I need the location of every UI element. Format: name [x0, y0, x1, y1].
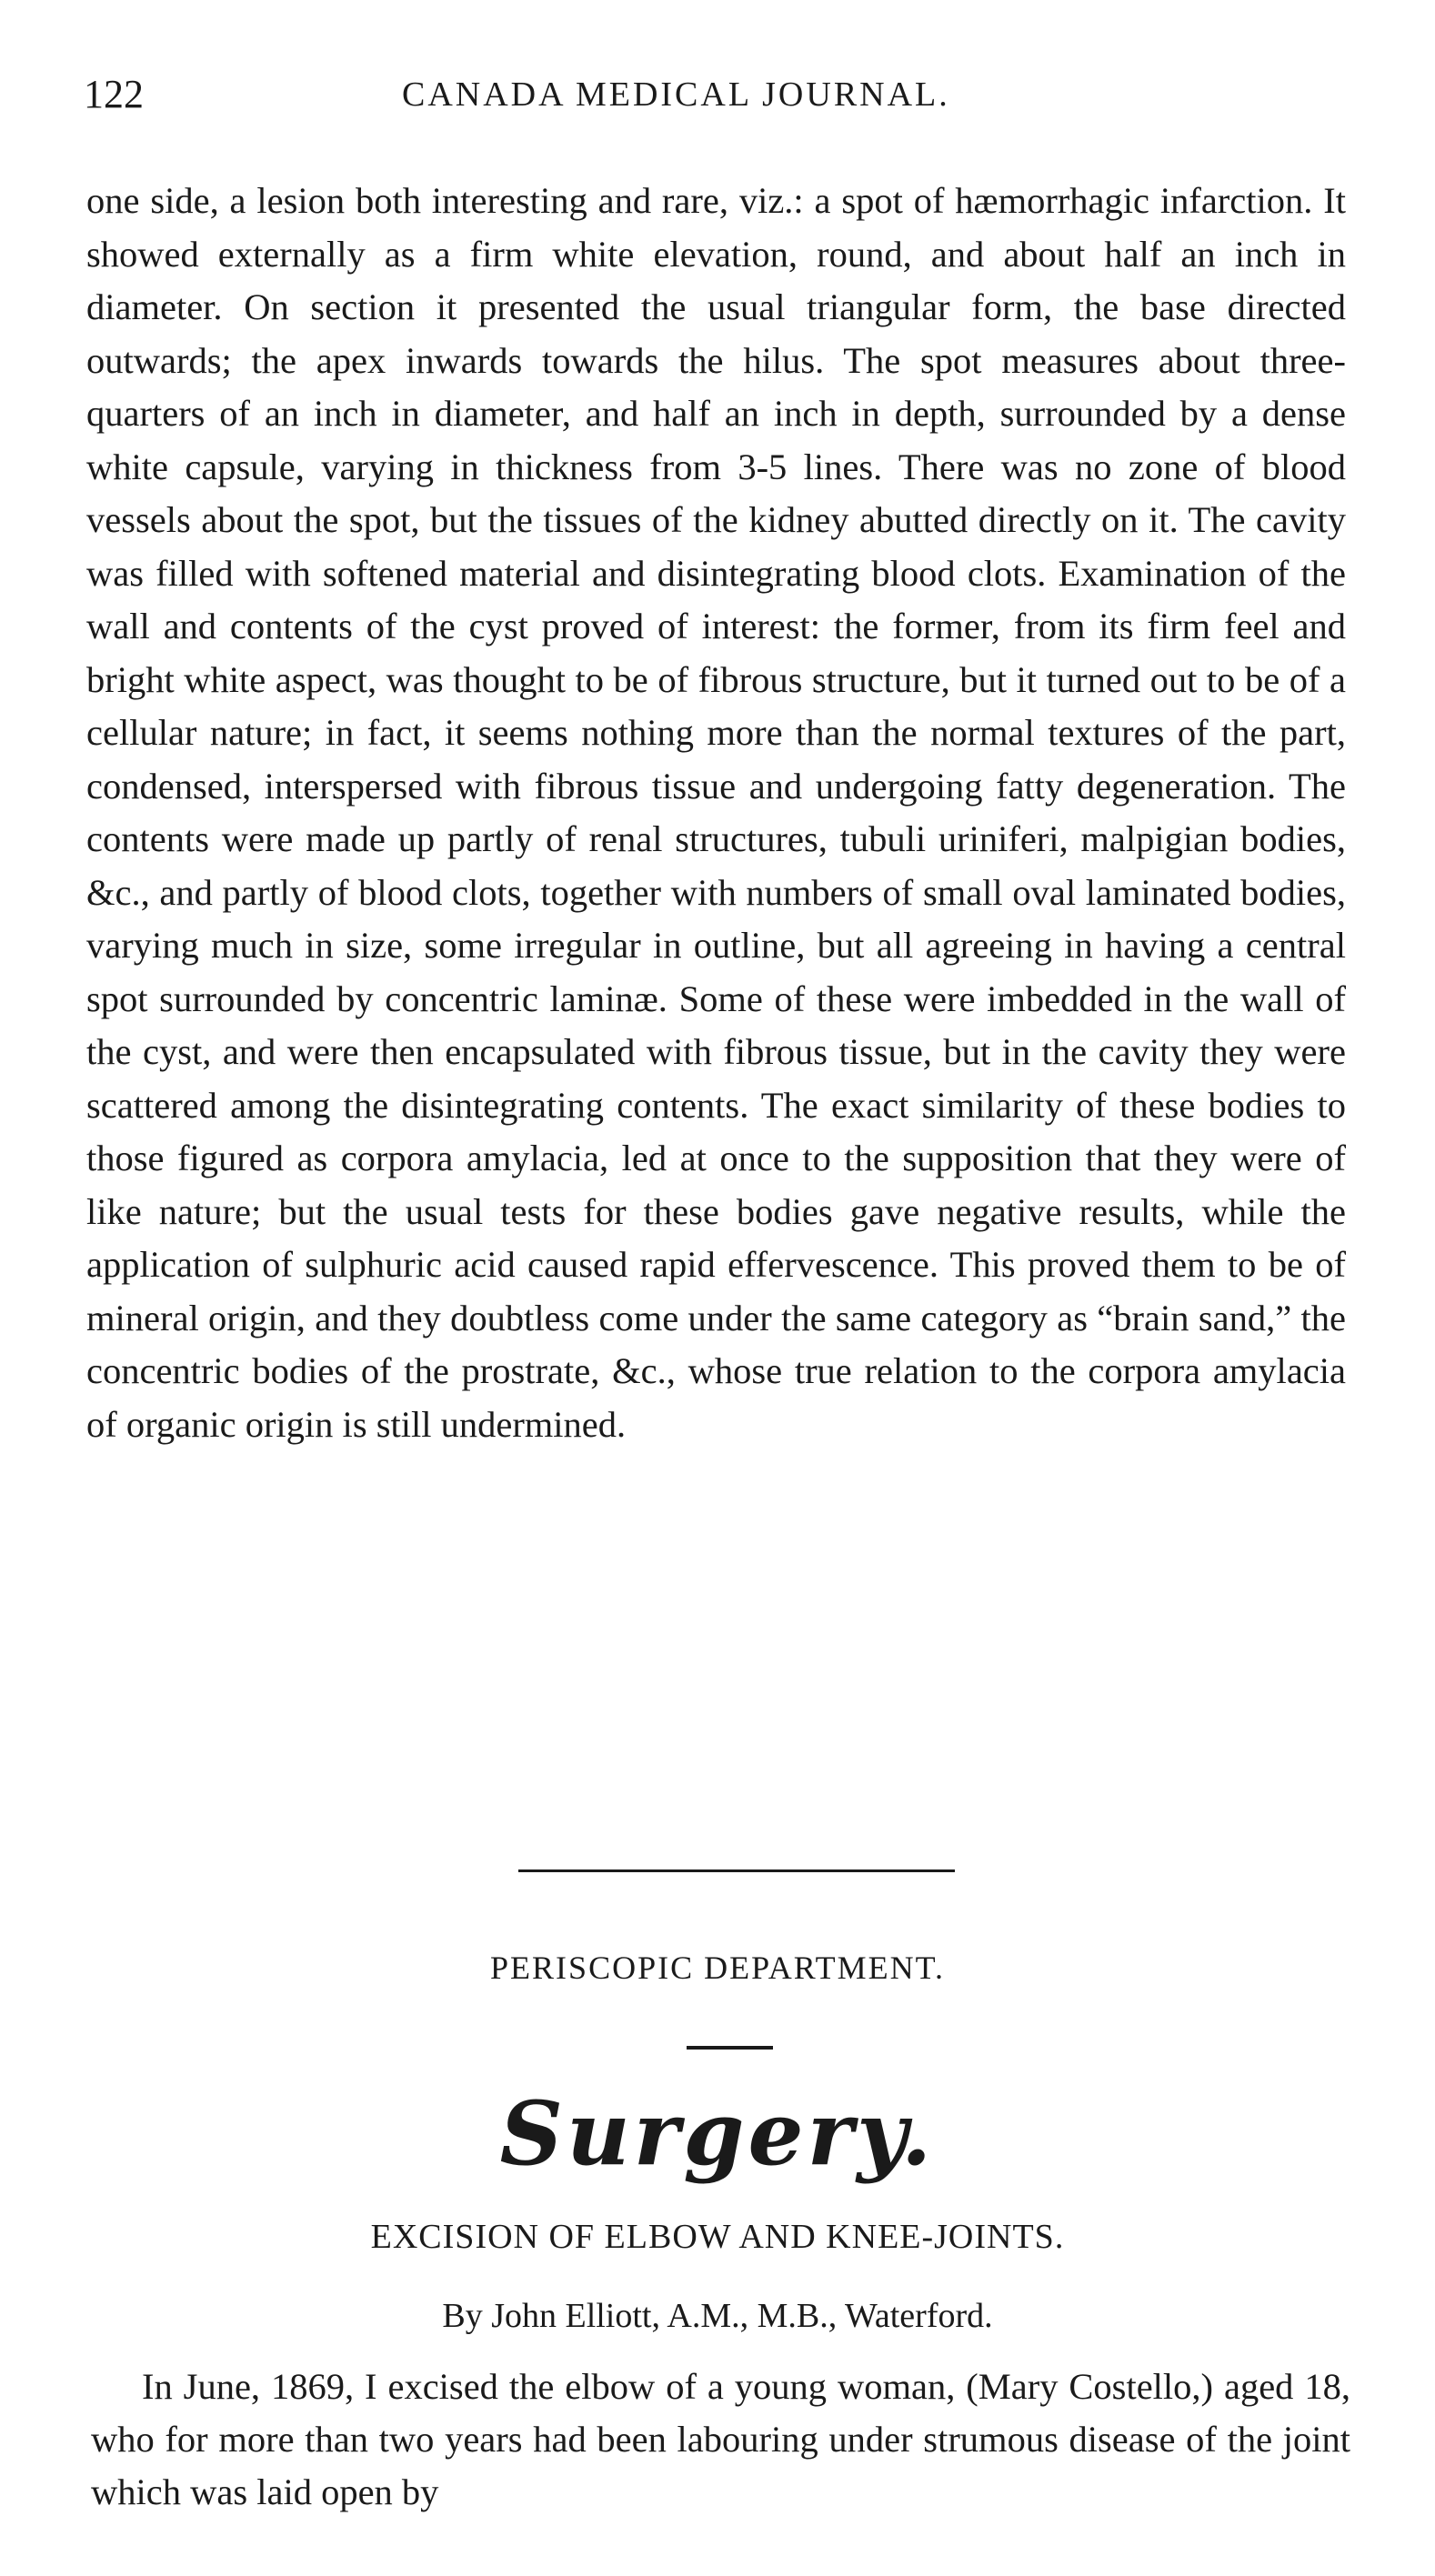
- section-divider-rule: [518, 1869, 955, 1872]
- section-heading: PERISCOPIC DEPARTMENT.: [490, 1950, 945, 1986]
- article-title: EXCISION OF ELBOW AND KNEE-JOINTS.: [370, 2218, 1065, 2256]
- running-head: [84, 71, 1357, 125]
- page-number: 122: [84, 72, 144, 116]
- article-body: [91, 2360, 1350, 2519]
- article-opening-paragraph: In June, 1869, I excised the elbow of a young woman, (Mary Costello,) aged 18, who for more than two years had been labouring under strumous disease of the joint which was laid open by: [91, 2366, 1350, 2512]
- gothic-section-title: Surgery.: [499, 2082, 936, 2185]
- continued-paragraph: one side, a lesion both interesting and rare, viz.: a spot of hæmorrhagic infarction. It showed externally as a firm white elevation, round, and about half an inch in diameter. On section it presented the usual triangular form, the base directed outwards; the apex inwards towards the hilus. The spot measures about three-quarters of an inch in diameter, and half an inch in depth, surrounded by a dense white capsule, varying in thickness from 3-5 lines. There was no zone of blood vessels about the spot, but the tissues of the kidney abutted directly on it. The cavity was filled with softened material and disintegrating blood clots. Examination of the wall and contents of the cyst proved of interest: the former, from its firm feel and bright white aspect, was thought to be of fibrous structure, but it turned out to be of a cellular nature; in fact, it seems nothing more than the normal textures of the part, condensed, interspersed with fibrous tissue and undergoing fatty degeneration. The contents were made up partly of renal structures, tubuli uriniferi, malpigian bodies, &c., and partly of blood clots, together with numbers of small oval laminated bodies, varying much in size, some irregular in outline, but all agreeing in having a central spot surrounded by concentric laminæ. Some of these were imbedded in the wall of the cyst, and were then encapsulated with fibrous tissue, but in the cavity they were scattered among the disintegrating contents. The exact similarity of these bodies to those figured as corpora amylacia, led at once to the supposition that they were of like nature; but the usual tests for these bodies gave negative results, while the application of sulphuric acid caused rapid effervescence. This proved them to be of mineral origin, and they doubtless come under the same category as “brain sand,” the concentric bodies of the prostrate, &c., whose true relation to the corpora amylacia of organic origin is still undermined.: [86, 180, 1346, 1445]
- short-divider-rule: [687, 2046, 773, 2050]
- article-byline: By John Elliott, A.M., M.B., Waterford.: [442, 2297, 993, 2335]
- continued-article-text: [86, 175, 1346, 1451]
- journal-title: CANADA MEDICAL JOURNAL.: [402, 75, 950, 114]
